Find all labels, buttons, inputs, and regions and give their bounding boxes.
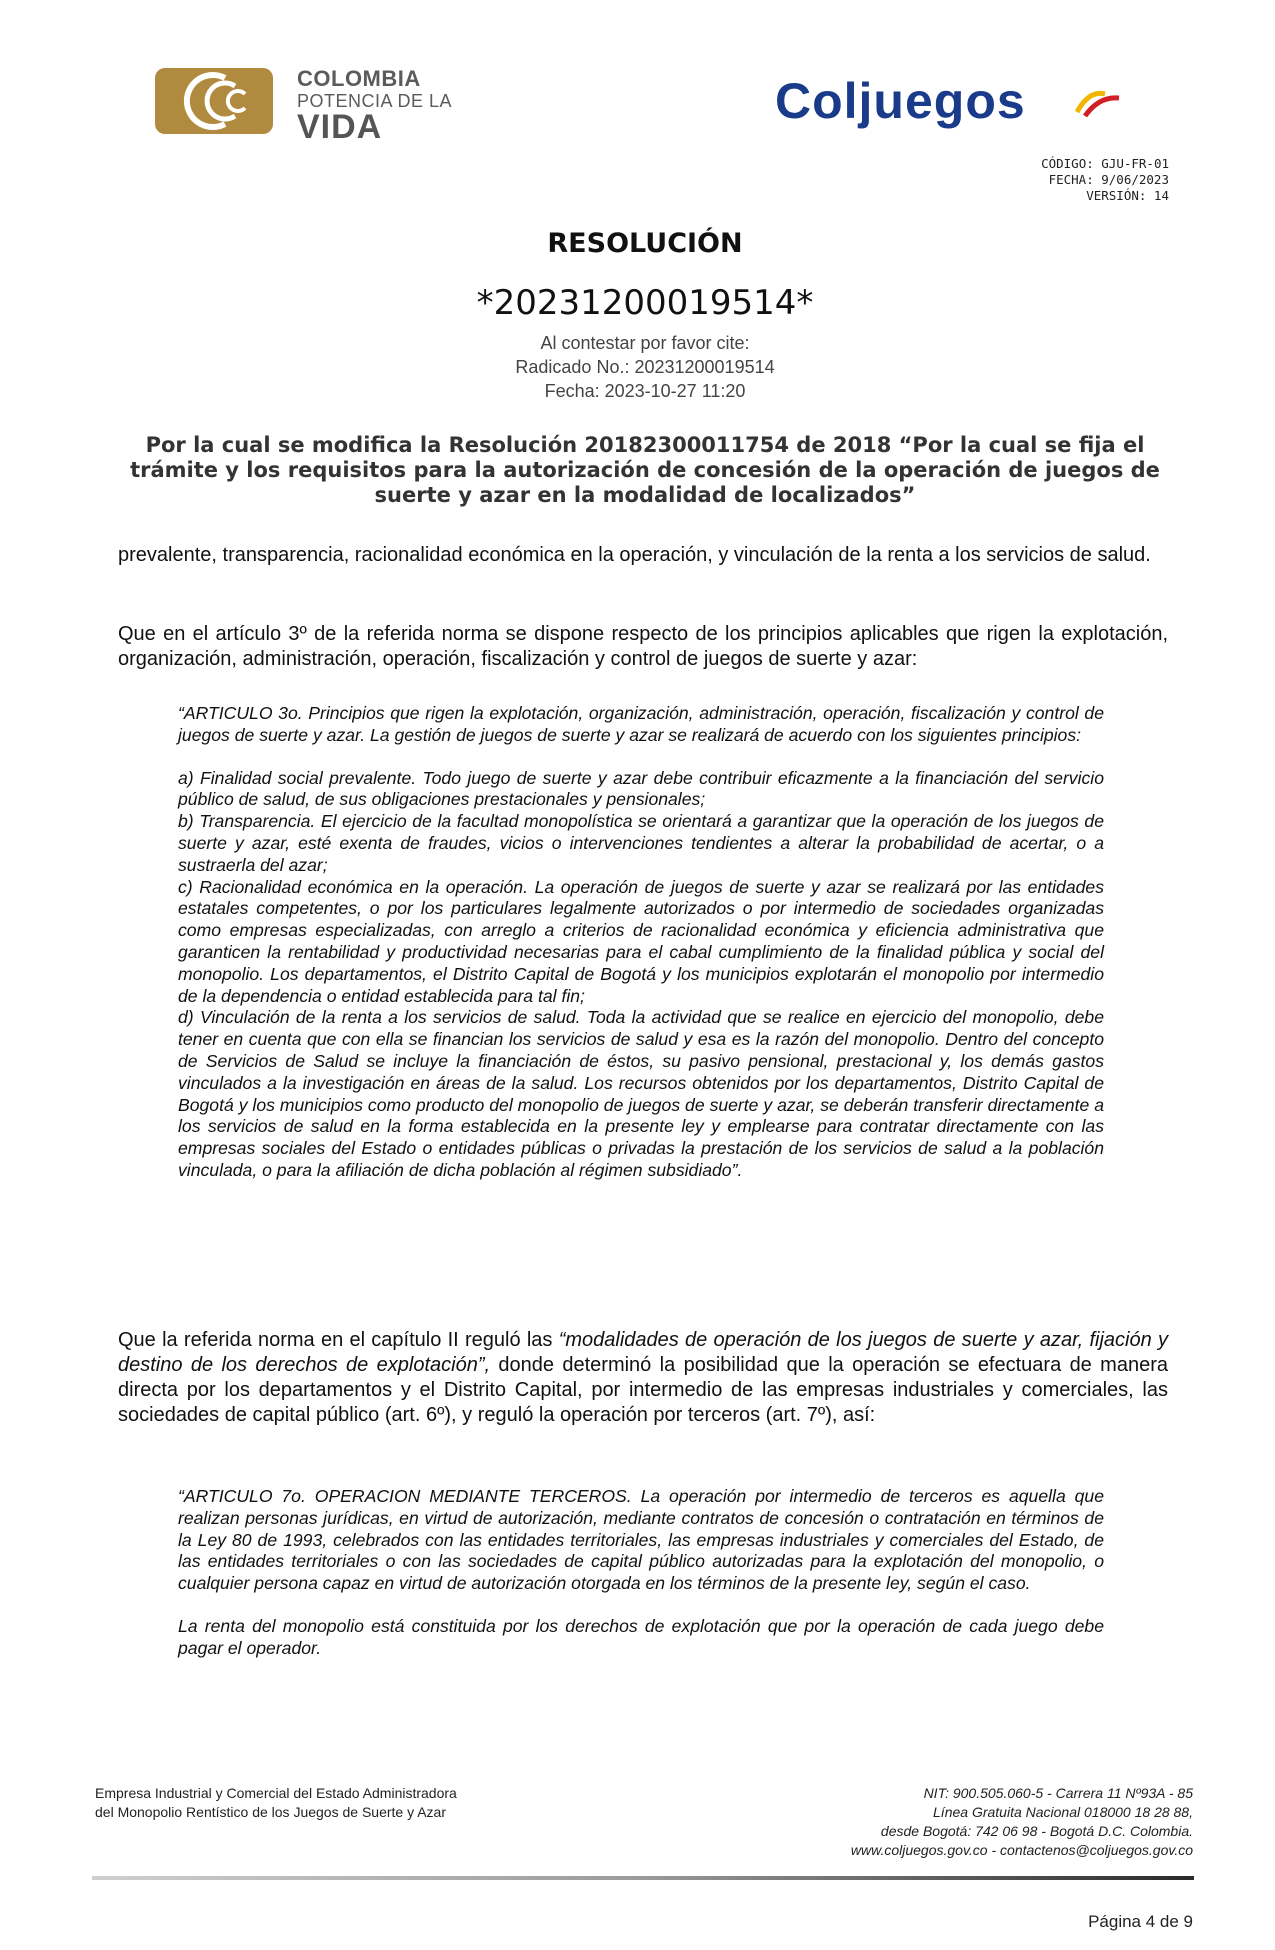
version: VERSIÓN: 14 bbox=[1086, 188, 1169, 203]
logo-line-2: POTENCIA DE LA bbox=[297, 91, 453, 111]
quote-item-b: b) Transparencia. El ejercicio de la facultad monopolística se orientará a garantizar que la operación de los juegos de suerte y azar, esté exenta de fraudes, vicios o intervenciones tendientes a alterar la probabilidad de acertar, o a sustraerla del azar; bbox=[178, 811, 1104, 875]
paragraph-text-c: donde determinó la posibilidad que la operación se efectuara de manera directa por los departamentos y el Distrito Capital, por intermedio de las empresas industriales y comerciales, las sociedades de capital público (art. 6º), y reguló la operación por terceros (art. 7º), así: bbox=[118, 1354, 1168, 1426]
coljuegos-logo bbox=[775, 74, 1155, 128]
logo-line-1: COLOMBIA bbox=[297, 66, 421, 91]
coljuegos-wordmark: Coljuegos bbox=[775, 73, 1026, 129]
radicado-line: Radicado No.: 20231200019514 bbox=[515, 357, 775, 377]
quote-article-3 bbox=[178, 703, 1104, 1182]
quote-item-d: d) Vinculación de la renta a los servicios de salud. Toda la actividad que se realice en ejercicio del monopolio, debe tener en cuenta que con ella se financian los servicios de salud y esa es la razón del monopolio. Dentro del concepto de Servicios de Salud se incluye la financiación de éstos, su pasivo pensional, prestacional y, los demás gastos vinculados a la investigación en áreas de la salud. Los recursos obtenidos por los departamentos, Distrito Capital de Bogotá y los municipios como producto del monopolio de juegos de suerte y azar, se deberán transferir directamente a los servicios de salud en la forma establecida en la presente ley y emplearse para contratar directamente con las empresas sociales del Estado o entidades públicas o privadas la prestación de los servicios de salud a la población vinculada, o para la afiliación de dicha población al régimen subsidiado”. bbox=[178, 1007, 1104, 1180]
footer-web-email: www.coljuegos.gov.co - contactenos@coljuegos.gov.co bbox=[850, 1842, 1193, 1858]
quote-intro: “ARTICULO 3o. Principios que rigen la explotación, organización, administración, operación, fiscalización y control de juegos de suerte y azar. La gestión de juegos de suerte y azar se realizará de acuerdo con los siguientes principios: bbox=[178, 703, 1104, 745]
radicado-barcode-text: *20231200019514* bbox=[476, 283, 814, 323]
footer-bogota-phone: desde Bogotá: 742 06 98 - Bogotá D.C. Colombia. bbox=[880, 1823, 1193, 1839]
paragraph-text-a: Que la referida norma en el capítulo II reguló las bbox=[118, 1329, 559, 1351]
body-paragraph-2 bbox=[118, 622, 1168, 672]
coljuegos-swoosh-icon bbox=[1075, 88, 1123, 118]
footer-entity bbox=[95, 1784, 457, 1822]
footer-linea-gratuita: Línea Gratuita Nacional 018000 18 28 88, bbox=[933, 1804, 1193, 1820]
footer-left-line-1: Empresa Industrial y Comercial del Estado Administradora bbox=[95, 1785, 457, 1801]
quote-item-c: c) Racionalidad económica en la operación. La operación de juegos de suerte y azar se realizará por las entidades estatales competentes, o por los particulares legalmente autorizados o por intermedio de sociedades organizadas como empresas especializadas, con arreglo a criterios de racionalidad económica y eficiencia administrativa que garanticen la rentabilidad y productividad necesarias para el cabal cumplimiento de la finalidad pública y social del monopolio. Los departamentos, el Distrito Capital de Bogotá y los municipios explotarán el monopolio por intermedio de la dependencia o entidad establecida para tal fin; bbox=[178, 876, 1104, 1006]
document-code-box bbox=[1041, 156, 1169, 204]
paragraph-text: prevalente, transparencia, racionalidad económica en la operación, y vinculación de la renta a los servicios de salud. bbox=[118, 544, 1151, 566]
body-paragraph-1 bbox=[118, 543, 1168, 568]
quote-article-7 bbox=[178, 1486, 1104, 1660]
cite-line: Al contestar por favor cite: bbox=[540, 333, 750, 353]
document-title: Por la cual se modifica la Resolución 20182300011754 de 2018 “Por la cual se fija el trámite y los requisitos para la autorización de concesión de la operación de juegos de suerte y azar en la modalidad de localizados” bbox=[130, 433, 1160, 507]
paragraph-text: Que en el artículo 3º de la referida norma se dispone respecto de los principios aplicables que rigen la explotación, organización, administración, operación, fiscalización y control de juegos de suerte y azar: bbox=[118, 623, 1168, 670]
page-number: Página 4 de 9 bbox=[1088, 1912, 1193, 1931]
footer-divider bbox=[92, 1876, 1194, 1880]
codigo: CÓDIGO: GJU-FR-01 bbox=[1041, 156, 1169, 171]
colombia-potencia-de-la-vida-logo bbox=[155, 66, 475, 146]
footer-left-line-2: del Monopolio Rentístico de los Juegos de Suerte y Azar bbox=[95, 1804, 446, 1820]
body-paragraph-3 bbox=[118, 1328, 1168, 1428]
fecha-line: Fecha: 2023-10-27 11:20 bbox=[544, 381, 746, 401]
footer-contact bbox=[851, 1784, 1193, 1860]
colombia-emblem-icon bbox=[155, 66, 285, 136]
document-type: RESOLUCIÓN bbox=[547, 228, 743, 259]
quote-item-a: a) Finalidad social prevalente. Todo juego de suerte y azar debe contribuir eficazmente a la financiación del servicio público de salud, de sus obligaciones prestacionales y pensionales; bbox=[178, 767, 1104, 810]
logo-line-3: VIDA bbox=[297, 108, 383, 146]
quote-article-7-text: “ARTICULO 7o. OPERACION MEDIANTE TERCEROS. La operación por intermedio de terceros es aquella que realizan personas jurídicas, en virtud de autorización, mediante contratos de concesión o contratación en términos de la Ley 80 de 1993, celebrados con las entidades territoriales, las empresas industriales y comerciales del Estado, de las entidades territoriales o con las sociedades de capital público autorizadas para la explotación del monopolio, o cualquier persona capaz en virtud de autorización otorgada en los términos de la presente ley, según el caso. bbox=[178, 1486, 1104, 1594]
footer-nit: NIT: 900.505.060-5 - Carrera 11 Nº93A - 85 bbox=[923, 1785, 1193, 1801]
fecha-formato: FECHA: 9/06/2023 bbox=[1048, 172, 1169, 187]
quote-article-7-renta: La renta del monopolio está constituida por los derechos de explotación que por la operación de cada juego debe pagar el operador. bbox=[178, 1615, 1104, 1658]
paragraph-text-quoted: “modalidades de operación de los juegos de suerte y azar, fijación y destino de los derechos de explotación”, bbox=[118, 1329, 1168, 1376]
